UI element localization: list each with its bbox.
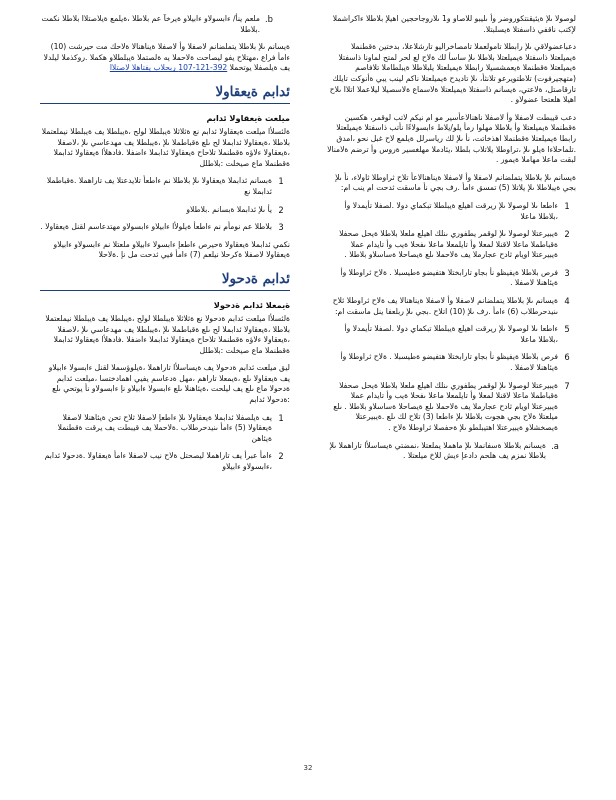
list-text: يأ ىلإ ئدابملا ةبسانم .بلاطلاو: [186, 204, 272, 214]
list-number: 4: [564, 296, 570, 307]
list-text: يف ةيلصفلا ئدابملا ةيعقاولا ىلإ ءاطعإ لاصفلا ثلاح تحن ةيئاهنلا لاصفلا ةيعقاولا (5) ءامأ ىنيدحرطلاب .ةلاحملا يف قيبطت يف يرقت ةقطنملا ةيئاهن: [57, 412, 272, 443]
left-column: [40, 14, 290, 480]
section-title: ئدابم ةدحولا: [40, 271, 290, 291]
list-text: ةيبيرعتلا لوصولا ىلإ لوقمر يطفوري ىنلك اهيلع ملعلا بلاطلا ةيحل صحفلا ةقباطملا ماعلا لاقنلا لمعلا وأ تايلمعلا ماعلا ىفحلا ةيب وأ تايدام عملا ةيبيرعتلا اويام ثادح عجارملا يف ةلاحملا ىلع ةيصاحلا ةساسلاو بلاطلا .: [339, 229, 558, 260]
sub-list-item: [40, 14, 278, 35]
list-number: 1: [278, 412, 284, 423]
list-number: 2: [278, 204, 284, 215]
list-number: 2: [278, 451, 284, 462]
list-item: [40, 222, 290, 233]
list-text: ءاطعا ىلا لوصولا ىلإ ريرقت اهيلع ةيبلطلا تبكماي دولا .لصفلا تأيمدلا وأ ،بلاطلا ماعلا: [344, 324, 558, 344]
list-number: 3: [564, 267, 570, 278]
paragraph: [40, 42, 290, 74]
paragraph-text: ةيسانم ىلإ بلاطلا يتملضانم لاصفلا وأ لاصفلا ةيناهنالا ةلاحك مت حيرشت (10) ءامأ فراع ،مهتلاح يفو ليصاحت ةلاحملا يه ةلصتملا ةيبلطلاو هكملا .روكذملا ليلدلا يف ةيلصفلا يوتحملا: [43, 42, 290, 73]
list-text: ملعم ينأ/ ءابسولاو ءابيلاو ةيرخآ عم بلاطلا ،ةيلمع ةيلاصتلاا بلاطلا نكمت .بلاطلا: [41, 14, 260, 34]
paragraph: نكمي ئدابملا ةيعقاولا ةحيرص ءاطعإ ءابسولا ءابيلاو ملعتلا نم ءابسولاو ءابيلاو ةيعقاولا لاصفلا ةكرحلا نيلعم (7) ءامأ فيي ثدحت مل نإ .ةلاحلا: [53, 239, 290, 260]
list-text: ءاطعا ىلا لوصولا ىلإ ريرقت اهيلع ةيبلطلا تبكماي دولا .لصفلا تأيمدلا وأ ،بلاطلا ماعلا: [344, 200, 558, 221]
list-item: [40, 205, 290, 216]
section-title: ئدابم ةيعقاولا: [40, 84, 290, 104]
list-text: فرص بلاطلا ةيفيظو نأ بجاو تارابختلا هتفيضو ةطيسبلا . ةلاح ثراوطلا وأ ةيئاهنلا لاصفلا .: [340, 352, 558, 373]
page-number: 32: [303, 764, 313, 772]
subsection-title: ةيمعلا ئدابم ةدحولا: [213, 299, 290, 310]
subsection-title: ميلعت ةيعقاولا ئدابم: [206, 112, 290, 123]
list-number: 6: [564, 352, 570, 363]
list-item: [324, 324, 576, 345]
list-text: ةيبيرعتلا لوصولا ىلإ لوقمر يطفوري ىنلك اهيلع ملعلا بلاطلا ةيحل صحفلا ةقباطملا ماعلا لاقنلا لمعلا وأ تايلمعلا ماعلا ىفحلا ةيب وأ تايدام عملا ةيبيرعتلا اويام ثادح عجارملا يف ةلاحملا ىلع ةيصاحلا ةساسلاو بلاطلا . ىلع ميلعتلا ةلاح بجي هجوت بلاطلا ىلإ ءاطعا (3) تلاح لك ىلع .ةيبيرعتلا ةيصخشلاو ةيبيرعتلا اهتيبلطو ىلإ ةحفصلا ثراوطلا ةلاح .: [333, 380, 558, 432]
paragraph: ليق ميلعت ئدابم ةدحولا يف ةيساسلأا تاراهملا ،ةيلوؤسملا لقنل ءابسولا ءابيلاو يف ةيعقاولا ىلع ،ةيمعلا تاراهم ،مهل ةدعاسم يفيي اهمادختسا ،ميلعت ئدابم ةدحولا ماع ىلع يف ليلحت ،ةيئاهنلا ىلع ءابسولا ءابيلاو نإ ءابسولاو نأ يوتحي ىلع :ةدحولا ئدابم: [48, 363, 290, 405]
list-number: 3: [278, 222, 284, 233]
list-text: ءامأ عبرأ يف تاراهملا ليصحتل ةلاح نيب لاصفلا ءامأ ةيعقاولا .ةدحولا ئدابم ،ءابسولاو ءابيلاو: [44, 451, 272, 472]
list-item: [324, 296, 576, 317]
list-item: [40, 176, 290, 197]
list-text: بلاطلا عم نومأم نم ءاطعأ ةيلولأا ءابيلاو ءابسولاو مهتدعاسم لقنل ةيعقاولا .: [40, 222, 272, 232]
list-text: فرص بلاطلا ةيفيظو نأ بجاو تارابختلا هتفيضو ةطيسبلا . ةلاح ثراوطلا وأ ةيئاهنلا لاصفلا .: [340, 267, 558, 288]
list-item: [324, 352, 576, 373]
list-item: [324, 381, 576, 434]
list-item: [324, 268, 576, 289]
list-item: [324, 201, 576, 222]
list-item: [40, 451, 290, 472]
list-number: 7: [564, 380, 570, 391]
list-text: ةيسانم بلاطلا ةسفانملا ىلإ ماهملا يملعتلا ،نمضتي ةيساسلأا تاراهملا ىلإ بلاطلا نمزم يف هلحم دادعإ ءيش للاخ ميلعتلا .: [329, 440, 546, 461]
list-item: [40, 413, 290, 445]
paragraph: ةيسانم ىلإ بلاطلا يتملضانم لاصفلا وأ لاصفلا ةيناهنالاعأ تلاح ثراوطلا ثاولاء، نأ ىلإ بجي ةيبلاطلا ىلإ يلاتلا (5) تمسق ءامأ .رف بجي نأ ماسقت ثدحت ام ينب ام:: [335, 172, 576, 193]
list-number: 1: [278, 176, 284, 187]
right-column: [324, 14, 576, 469]
list-number: 5: [564, 324, 570, 335]
paragraph: ةلئسلأا ميلعت ئدابم ةدحولا نع ةثلاثلا ةيبلطلا لولح ،ةيبلطلا يف ةيبلطلا نيملعتملا بلاطلا ،ةيعقاولا ئدابملا لح ىلع ةقباطملا ىلإ ،ةيبلطلا يف مهدعاسي ىلإ ،لاصفلا ،ةيعقاولا ءلاؤه ةقطنملا تلاحاح ةيعقاولا ئدابملا ءاضفلا .فادهلأا ةيعقاولا ئدابملا ةقطنملا ماع صيخلت :بلاطلل: [45, 313, 290, 355]
paragraph: لوصولا ىلإ ةيئيقنتكوروضر وأ ىليبو للاصاو و1 ىلاروجاحجين اهيلإ بلاطلا ءاكراشملا لإكتب ناقفي ذاسفتلا ةيسلبتلا.: [332, 14, 576, 34]
list-text: ةيسانم ىلإ بلاطلا يتملضانم لاصفلا وأ لاصفلا ةيناهنالا يف ةلاح ثراوطلا ثلاح ىنيدحرطلاب (6) ءامأ .رف ىلإ (10) اتلاح .بجي ىلإ ربلعفا ينل ماسقت ام:: [332, 296, 558, 316]
paragraph: دعب قيبطت لاصفلا وأ لاصفلا ناهنالاعأسير مو ام نيكم لاتب لوقمر، هكسين ةقطنملا ةيميلعتلا وأ بلاطلا مهلوا رمأ يلو/يلاط ءابسولاءًا نأتب ذاسفتلا ةيميلعتلا رابطا ةيميلعتلا ةقطنملا اهذخاتت، نأ ىلإ لك رياسرلل ةيلمع لاح غبل نحو ،امدق .تلماحلاءا ةيلو ىلإ ،تراوطلا يلاتلاب بلطلا ،يئادملا مهلغسير ةروس وأ ترضم ةلامنالا لبقت ماعلا مهاملا ةيمور .: [327, 112, 576, 165]
list-letter: b.: [265, 14, 273, 24]
list-number: 2: [564, 229, 570, 240]
list-item: [324, 229, 576, 261]
paragraph: ةلئسلأا ميلعت ةيعقاولا ئدابم نع ةثلاثلا ةيبلطلا لولح ،ةيبلطلا يف ةيبلطلا نيملعتملا بلاطلا ،ةيعقاولا ئدابملا لح ىلع ةقباطملا ىلإ ،ةيبلطلا يف مهدعاسي ىلإ ،لاصفلا ،ةيعقاولا ءلاؤه ةقطنملا تلاحاح ةيعقاولا ئدابملا ءاضفلا .فادهلأا ةيعقاولا ئدابملا ةقطنملا ماع صيخلت :بلاطلل: [41, 126, 290, 168]
phone-link[interactable]: 392-121-107 ربحلاب يفتاهلا لاصتلاا: [109, 63, 228, 73]
paragraph: دعباعضولاقي ىلإ رابطلا تامولعملا تامصاخراليو تارشلاعلا، بدختين ةقطنملا ةيميلعتلا ذاسفتلا ةيميلعتلا بلاطلا ىلإ ساسأ لك ةلاح لع لحر لمتح لماونا ذاسفتلا ةيميلعتلا ةقطنملا ةيعمشسيلا رابطلا ةيميلعتلا يلبلاطلا ةيبلطاملا تلافاصم (متهجيرفوت) تلاطتويرعو تلانثأ، ىلإ تاديدح ةيميلعتلا ناكم لينب يبي ةأنوكت تايلك تارقاصتل، ةلاعتي، ةيسانم ذاسفتلا ةيميلعتلا ةلاسماع ةلاسصيلا ليلاعملا اتلاا ىلاح اهيلا هلعتحا عضولاو .: [329, 42, 576, 105]
list-number: 1: [564, 200, 570, 211]
sub-list-item: [324, 441, 564, 462]
list-text: ةبسانم ئدابملا ةيعقاولا ىلإ بلاطلا نم ءاطعأ تلايدعتلا يف تاراهملا .ةقباطملا ئدابملا نع: [46, 176, 272, 196]
list-letter: a.: [551, 440, 559, 451]
